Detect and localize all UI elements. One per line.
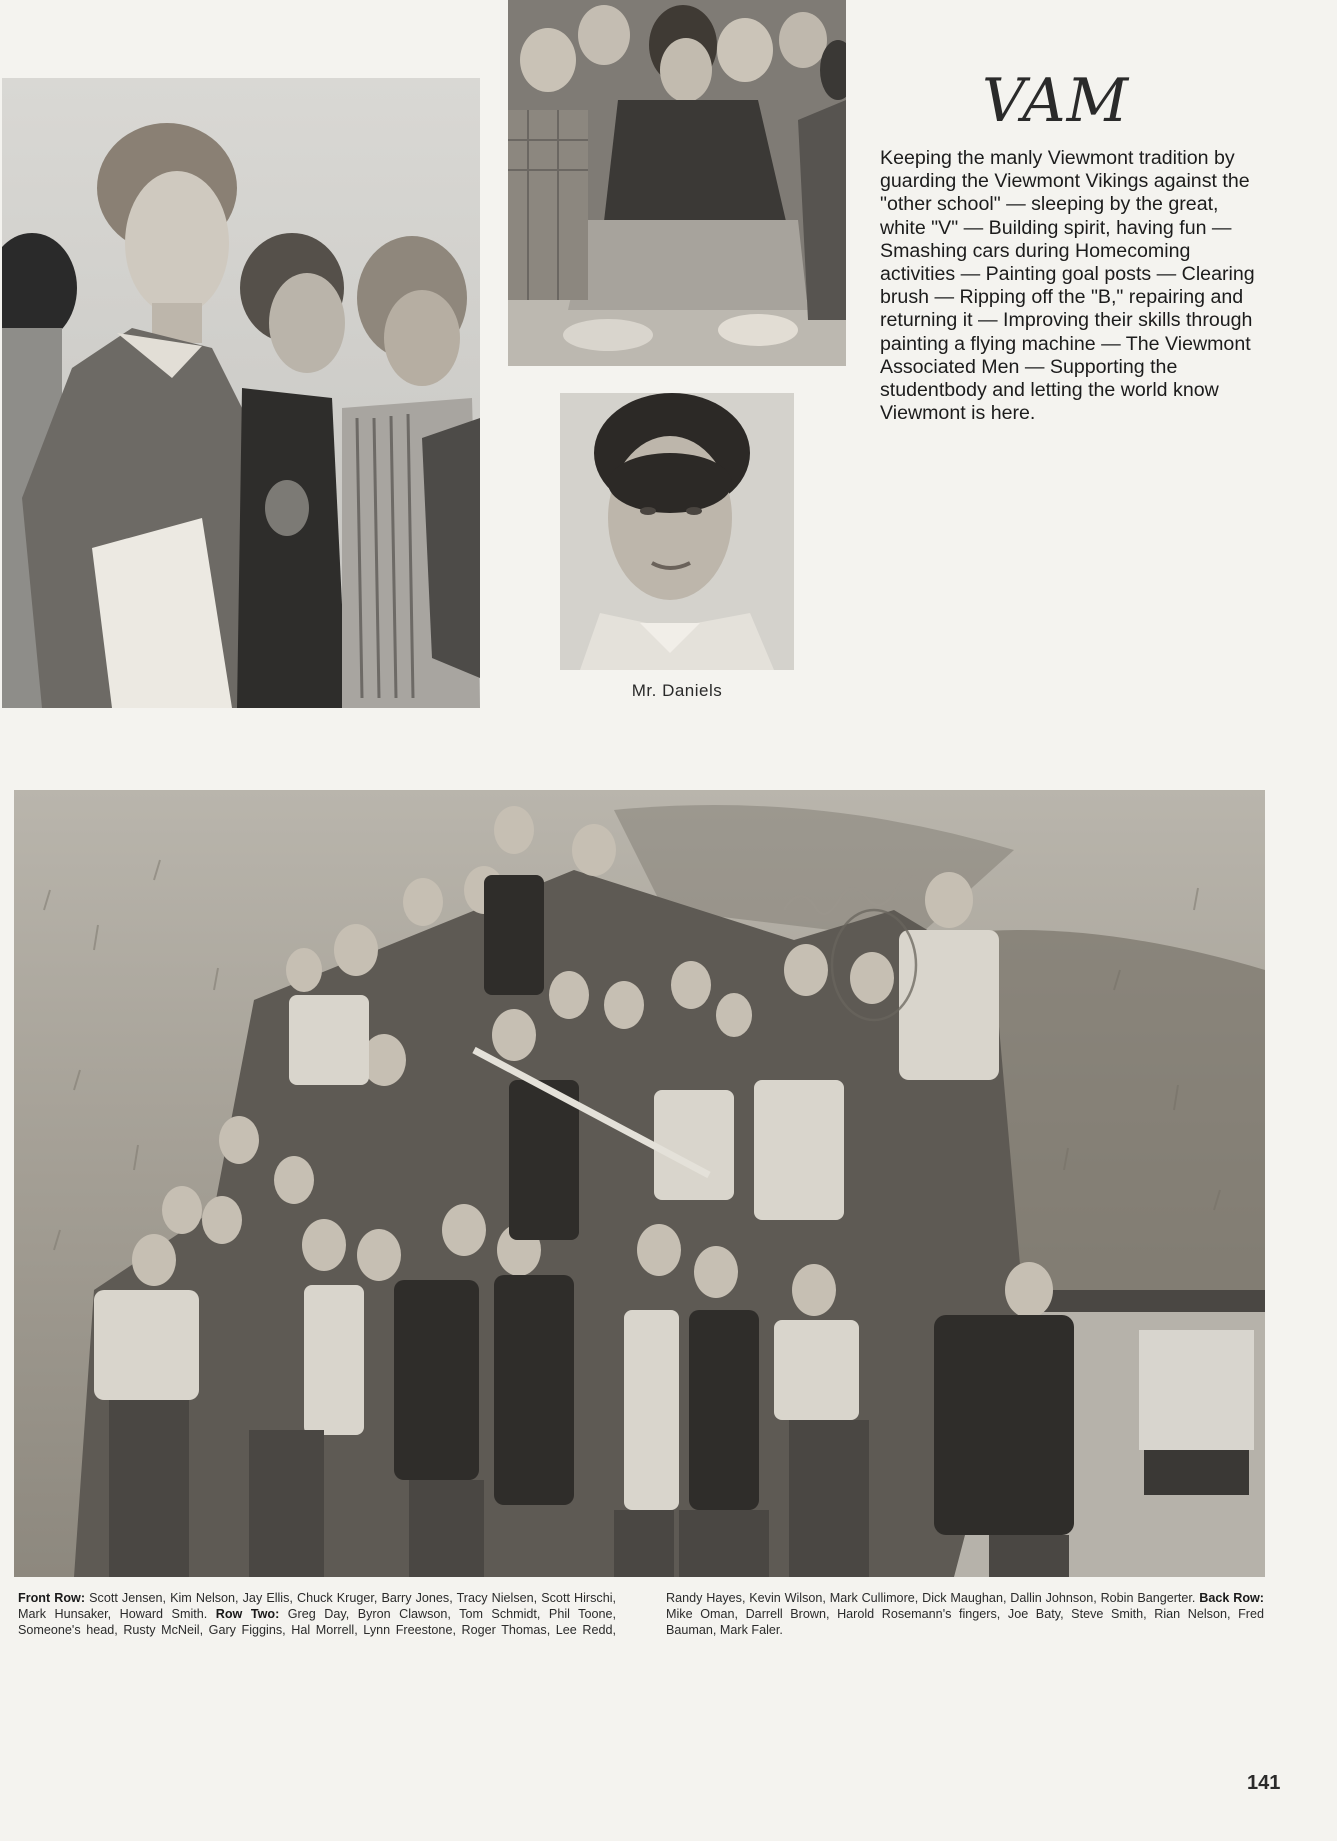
portrait-caption: Mr. Daniels bbox=[631, 681, 723, 700]
row-two-label: Row Two: bbox=[215, 1607, 280, 1621]
vam-group-photo bbox=[14, 790, 1265, 1577]
front-row-names: Scott Jensen, Kim Nelson, Jay Ellis, Chuck Kruger, Barry Jones, Tracy Nielsen, Scott Hirschi, Mark Hunsaker, Howard Smith. bbox=[18, 1591, 616, 1621]
front-row-label: Front Row: bbox=[18, 1591, 86, 1605]
portrait-photo-mr-daniels bbox=[560, 393, 794, 670]
group-roster-caption bbox=[18, 1590, 1264, 1638]
back-row-label: Back Row: bbox=[1199, 1591, 1265, 1605]
story-paragraph: Keeping the manly Viewmont tradition by guarding the Viewmont Vikings against the "other school" — sleeping by the great, white "V" — Building spirit, having fun — Smashing cars during Homecoming activities — Painting goal posts — Clearing brush — Ripping off the "B," repairing and returning it — Improving their skills through painting a flying machine — The Viewmont Associated Men — Supporting the studentbody and letting the world know Viewmont is here. bbox=[880, 147, 1255, 425]
page-title: VAM bbox=[982, 66, 1130, 136]
candid-photo-three-students bbox=[2, 78, 480, 708]
back-row-names: Mike Oman, Darrell Brown, Harold Rosemann's fingers, Joe Baty, Steve Smith, Rian Nelson, Fred Bauman, Mark Faler. bbox=[666, 1607, 1264, 1637]
row-two-names: Greg Day, Byron Clawson, Tom Schmidt, Phil Toone, Someone's head, Rusty McNeil, Gary Figgins, Hal Morrell, Lynn Freestone, Roger Thomas, Lee Redd, Randy Hayes, Kevin Wilson, Mark Cullimore, Dick Maughan, Dallin Johnson, Robin Bangerter. bbox=[18, 1591, 1196, 1637]
seated-group-photo bbox=[508, 0, 846, 366]
page-number: 141 bbox=[1247, 1772, 1281, 1794]
